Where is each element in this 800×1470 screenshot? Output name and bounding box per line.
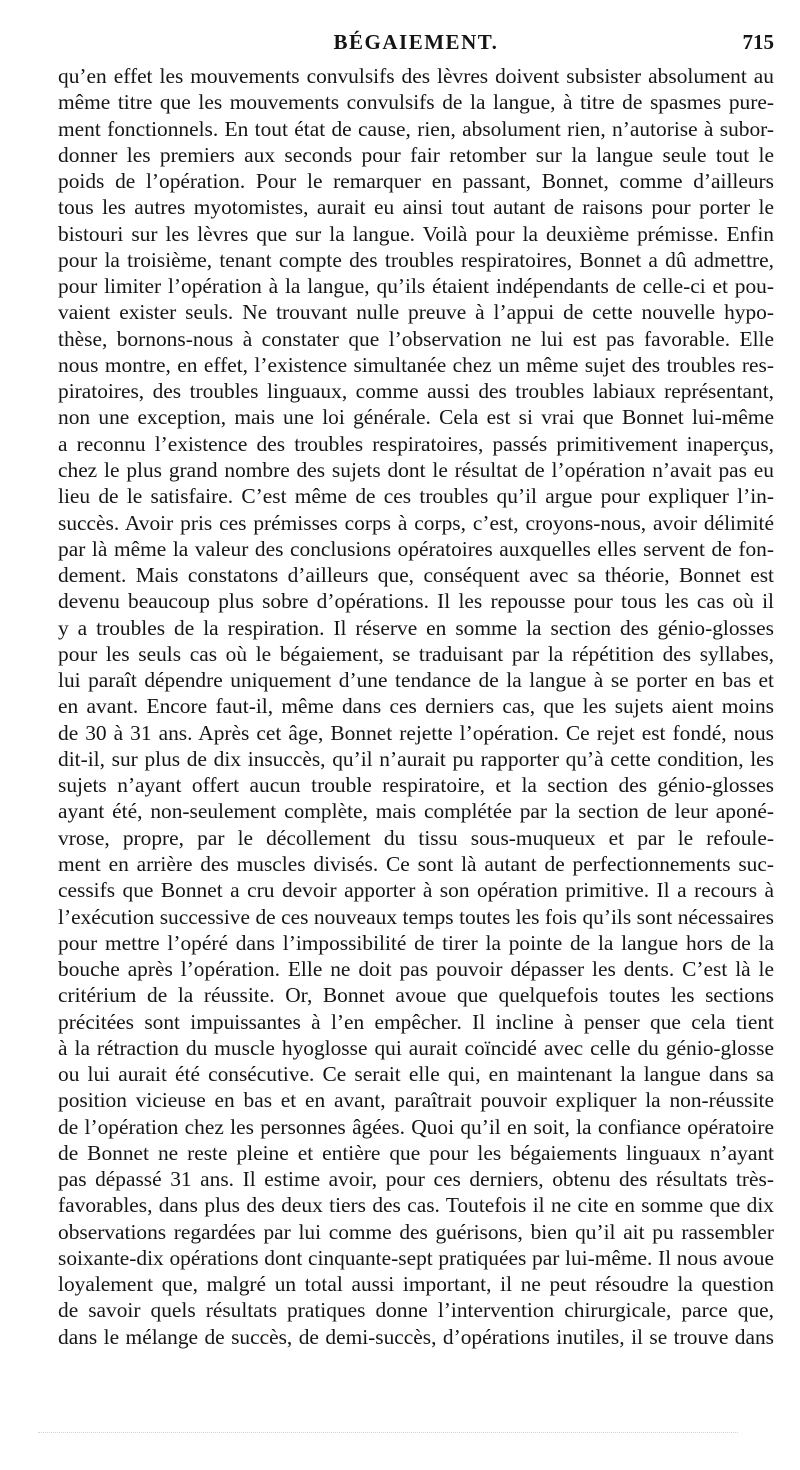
text-line: sujets n’ayant offert aucun trouble respiratoire, et la section des génio-glosses [58,773,774,798]
page-number: 715 [742,30,774,54]
text-line: lieu de le satisfaire. C’est même de ces troubles qu’il argue pour expliquer l’in- [58,484,774,509]
text-line: piratoires, des troubles linguaux, comme aussi des troubles labiaux représentant, [58,379,774,404]
text-line: favorables, dans plus des deux tiers des cas. Toutefois il ne cite en somme que dix [58,1193,774,1218]
text-line: y a troubles de la respiration. Il réserve en somme la section des génio-glosses [58,615,774,640]
text-line: donner les premiers aux seconds pour fair retomber sur la langue seule tout le [58,142,774,167]
text-line: a reconnu l’existence des troubles respiratoires, passés primitivement inaperçus, [58,431,774,456]
text-line: ou lui aurait été consécutive. Ce serait elle qui, en maintenant la langue dans sa [58,1062,774,1087]
text-line: lui paraît dépendre uniquement d’une tendance de la langue à se porter en bas et [58,668,774,693]
text-line: en avant. Encore faut-il, même dans ces derniers cas, que les sujets aient moins [58,694,774,719]
text-line: de Bonnet ne reste pleine et entière que pour les bégaiements linguaux n’ayant [58,1140,774,1165]
text-line: chez le plus grand nombre des sujets dont le résultat de l’opération n’avait pas eu [58,457,774,482]
text-line: tous les autres myotomistes, aurait eu ainsi tout autant de raisons pour porter le [58,195,774,220]
text-line: précitées sont impuissantes à l’en empêcher. Il incline à penser que cela tient [58,1009,774,1034]
text-line: dement. Mais constatons d’ailleurs que, conséquent avec sa théorie, Bonnet est [58,563,774,588]
running-head [58,30,774,60]
text-line: critérium de la réussite. Or, Bonnet avoue que quelquefois toutes les sections [58,983,774,1008]
text-line: même titre que les mouvements convulsifs de la langue, à titre de spasmes pure- [58,90,774,115]
text-line: par là même la valeur des conclusions opératoires auxquelles elles servent de fon- [58,536,774,561]
text-line: succès. Avoir pris ces prémisses corps à corps, c’est, croyons-nous, avoir délimité [58,510,774,535]
text-line: ment fonctionnels. En tout état de cause, rien, absolument rien, n’autorise à subor- [58,116,774,141]
text-line: nous montre, en effet, l’existence simultanée chez un même sujet des troubles res- [58,352,774,377]
text-line: de l’opération chez les personnes âgées. Quoi qu’il en soit, la confiance opératoire [58,1114,774,1139]
text-line: bouche après l’opération. Elle ne doit pas pouvoir dépasser les dents. C’est là le [58,957,774,982]
text-line: poids de l’opération. Pour le remarquer en passant, Bonnet, comme d’ailleurs [58,169,774,194]
text-line: vrose, propre, par le décollement du tissu sous-muqueux et par le refoule- [58,825,774,850]
text-line: non une exception, mais une loi générale. Cela est si vrai que Bonnet lui-même [58,405,774,430]
text-line: l’exécution successive de ces nouveaux temps toutes les fois qu’ils sont nécessaires [58,904,774,929]
text-line: loyalement que, malgré un total aussi important, il ne peut résoudre la question [58,1272,774,1297]
text-line: de 30 à 31 ans. Après cet âge, Bonnet rejette l’opération. Ce rejet est fondé, nous [58,720,774,745]
text-line: à la rétraction du muscle hyoglosse qui aurait coïncidé avec celle du génio-glosse [58,1035,774,1060]
text-line: pour mettre l’opéré dans l’impossibilité de tirer la pointe de la langue hors de la [58,930,774,955]
text-line: devenu beaucoup plus sobre d’opérations. Il les repousse pour tous les cas où il [58,589,774,614]
text-line: pour les seuls cas où le bégaiement, se traduisant par la répétition des syllabes, [58,641,774,666]
text-line: ayant été, non-seulement complète, mais complétée par la section de leur aponé- [58,799,774,824]
text-line: bistouri sur les lèvres que sur la langue. Voilà pour la deuxième prémisse. Enfin [58,221,774,246]
text-line: pour limiter l’opération à la langue, qu’ils étaient indépendants de celle-ci et pou- [58,274,774,299]
text-line: pas dépassé 31 ans. Il estime avoir, pour ces derniers, obtenu des résultats très- [58,1167,774,1192]
text-line: dans le mélange de succès, de demi-succès, d’opérations inutiles, il se trouve dans [58,1324,774,1349]
text-line: soixante-dix opérations dont cinquante-sept pratiquées par lui-même. Il nous avoue [58,1245,774,1270]
body-text [58,63,774,1350]
text-line: thèse, bornons-nous à constater que l’observation ne lui est pas favorable. Elle [58,326,774,351]
text-line: position vicieuse en bas et en avant, paraîtrait pouvoir expliquer la non-réussite [58,1088,774,1113]
text-line: observations regardées par lui comme des guérisons, bien qu’il ait pu rassembler [58,1219,774,1244]
text-line: cessifs que Bonnet a cru devoir apporter à son opération primitive. Il a recours à [58,878,774,903]
text-line: pour la troisième, tenant compte des troubles respiratoires, Bonnet a dû admettre, [58,247,774,272]
running-title: BÉGAIEMENT. [333,30,499,54]
text-line: vaient exister seuls. Ne trouvant nulle preuve à l’appui de cette nouvelle hypo- [58,300,774,325]
text-line: ment en arrière des muscles divisés. Ce sont là autant de perfectionnements suc- [58,851,774,876]
text-line: qu’en effet les mouvements convulsifs des lèvres doivent subsister absolument au [58,64,774,88]
bottom-scan-marks [38,1432,738,1441]
text-line: dit-il, sur plus de dix insuccès, qu’il n’aurait pu rapporter qu’à cette condition, les [58,746,774,771]
text-line: de savoir quels résultats pratiques donne l’intervention chirurgicale, parce que, [58,1298,774,1323]
